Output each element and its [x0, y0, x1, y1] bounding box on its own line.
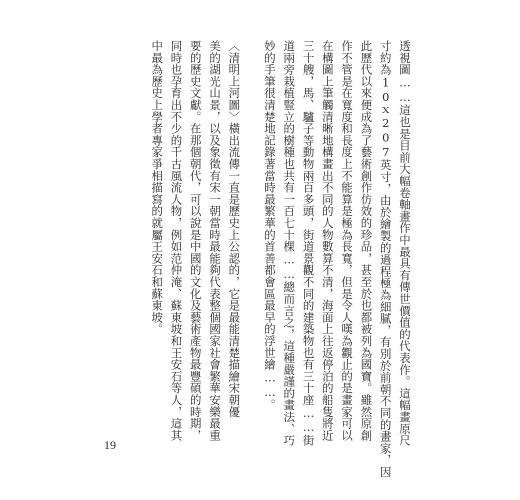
- text-column: 同時也孕育出不少的千古風流人物，例如范仲淹、蘇東坡和王安石等人，這其: [169, 40, 184, 442]
- text-column: 〈清明上河圖〉橫出流傳一直是歷史上公認的，它是最能清楚描繪宋朝優: [227, 40, 242, 418]
- text-column: 在構圖上筆觸清晰地構畫出不同的人物數算不清，海面上往返停泊的船隻將近: [320, 40, 335, 442]
- text-column: 道兩旁栽植豎立的樹種也共有一百七十棵……總而言之，這種嚴謹的畫法、巧: [282, 40, 297, 447]
- text-column: 中最為歷史上學者專家爭相描寫的就屬王安石和蘇東坡。: [150, 40, 165, 335]
- text-column: 此歷代以來便成為了藝術創作仿效的珍品，甚至於也都被列為國寶。雖然原創: [359, 40, 374, 442]
- text-column: 透視圖……這也是目前大幅卷軸畫作中最具有傳世價值的代表作。這幅畫原尺: [398, 40, 412, 447]
- vertical-text-block: [149, 40, 412, 478]
- text-column: 作不管是在寬度和長度上不能算是極為長寬，但是令人嘆為觀止的是畫家可以: [340, 40, 355, 442]
- text-column: 美的湖光山景，以及象徵有宋一朝當時最能夠代表整個國家社會繁華安樂最重: [208, 40, 223, 442]
- text-column: 要的歷史文獻。在那個朝代，可以說是中國的文化及藝術產物最豐碩的時期，: [188, 40, 203, 442]
- text-column: 三十艘，馬、驢子等動物兩百多頭，街道景觀不同的建築物也有三十座……街: [301, 40, 316, 447]
- page-number: 19: [104, 438, 116, 452]
- text-column: 寸約為10ｘ207英寸，由於繪製的過程極為細膩，有別於前朝不同的畫家，因: [378, 40, 393, 478]
- text-column: 妙的手筆很清楚地記錄著當時最繁華的首善都會區最早的浮世繪……。: [262, 40, 277, 411]
